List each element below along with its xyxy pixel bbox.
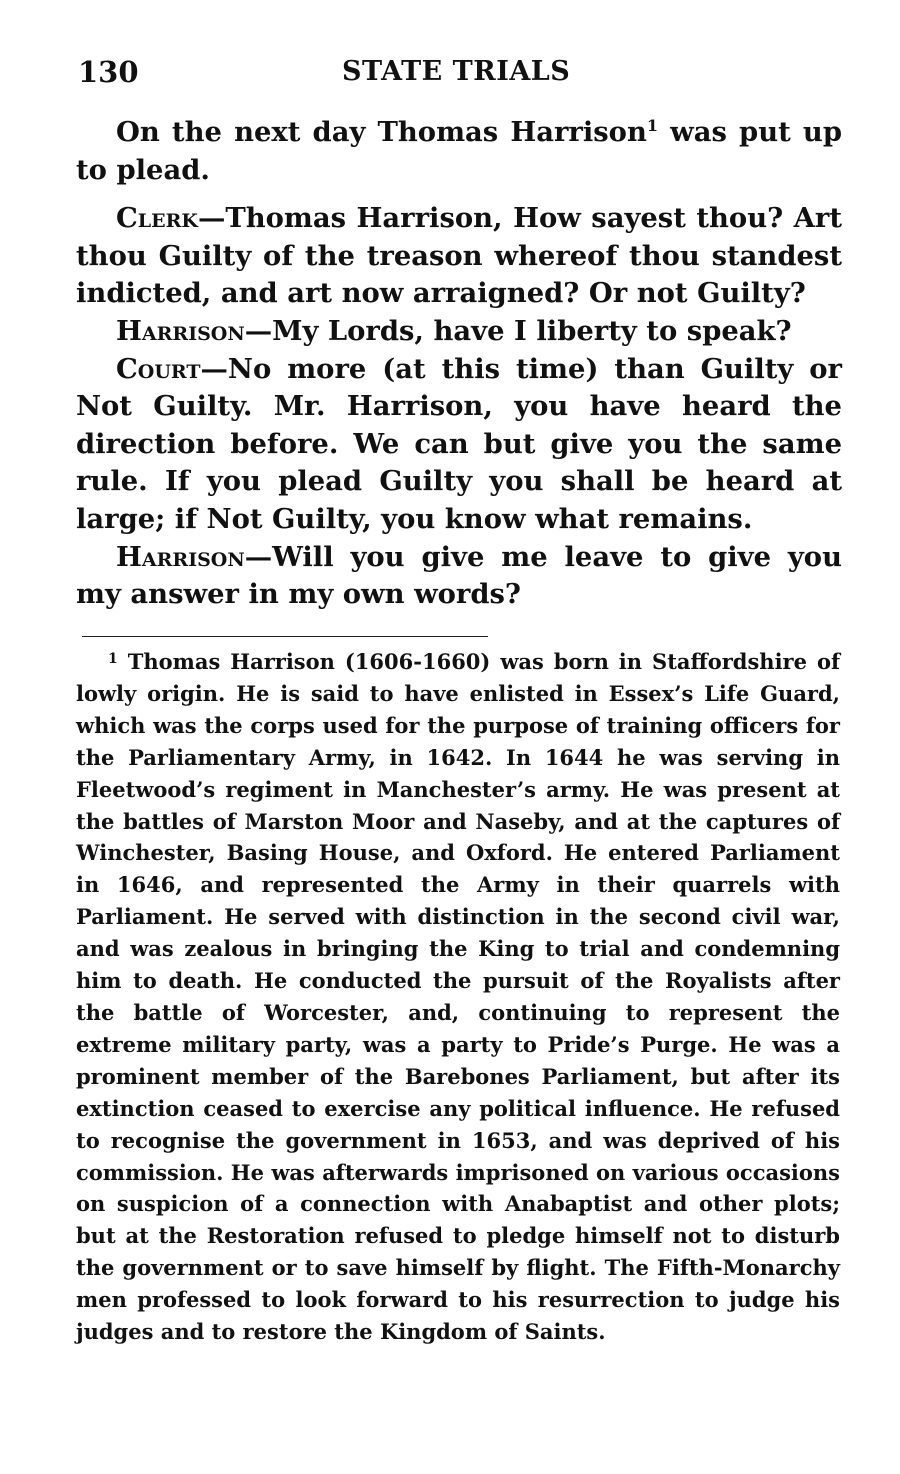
- footnote-marker: 1: [108, 651, 118, 667]
- page-header: [78, 52, 838, 94]
- footnote-reference[interactable]: 1: [646, 116, 659, 135]
- harrison-speech-2: —Will you give me leave to give you my answer in my own words?: [76, 540, 842, 611]
- speaker-harrison: Harrison: [116, 314, 245, 347]
- speaker-court: Court: [116, 352, 201, 385]
- court-speech: —No more (at this time) than Guilty or Not Guilty. Mr. Harrison, you have heard the direction before. We can but give you the same rule. If you plead Guilty you shall be heard at large; if Not Guilty, you know what remains.: [76, 352, 842, 535]
- footnote-text: Thomas Harrison (1606-1660) was born in Staffordshire of lowly origin. He is said to have enlisted in Essex’s Life Guard, which was the corps used for the purpose of training officers for the Parliamentary Army, in 1642. In 1644 he was serving in Fleetwood’s regiment in Manchester’s army. He was present at the battles of Marston Moor and Naseby, and at the captures of Winchester, Basing House, and Oxford. He entered Parliament in 1646, and represented the Army in their quarrels with Parliament. He served with distinction in the second civil war, and was zealous in bringing the King to trial and condemning him to death. He conducted the pursuit of the Royalists after the battle of Worcester, and, continuing to represent the extreme military party, was a party to Pride’s Purge. He was a prominent member of the Barebones Parliament, but after its extinction ceased to exercise any political influence. He refused to recognise the government in 1653, and was deprived of his commission. He was afterwards imprisoned on various occasions on suspicion of a connection with Anabaptist and other plots; but at the Restoration refused to pledge himself not to disturb the government or to save himself by flight. The Fifth-Monarchy men professed to look forward to his resurrection to judge his judges and to restore the Kingdom of Saints.: [76, 649, 840, 1345]
- paragraph-harrison-2: [76, 539, 842, 614]
- footnote: [76, 646, 840, 1348]
- paragraph-harrison-1: [76, 313, 842, 351]
- intro-text-continued: was put up to plead.: [76, 116, 842, 186]
- paragraph-clerk: [76, 200, 842, 313]
- speaker-harrison-2: Harrison: [116, 540, 245, 573]
- main-text: [76, 114, 842, 614]
- speaker-clerk: Clerk: [116, 202, 198, 235]
- harrison-speech-1: —My Lords, have I liberty to speak?: [244, 314, 792, 347]
- intro-text: On the next day Thomas Harrison: [116, 116, 647, 148]
- page-number: 130: [78, 55, 139, 89]
- paragraph-intro: [76, 114, 842, 189]
- paragraph-court: [76, 351, 842, 539]
- clerk-speech: —Thomas Harrison, How sayest thou? Art thou Guilty of the treason whereof thou standest indicted, and art now arraigned? Or not Guilty?: [76, 202, 842, 310]
- running-head: STATE TRIALS: [342, 56, 571, 87]
- footnote-divider: [82, 636, 488, 637]
